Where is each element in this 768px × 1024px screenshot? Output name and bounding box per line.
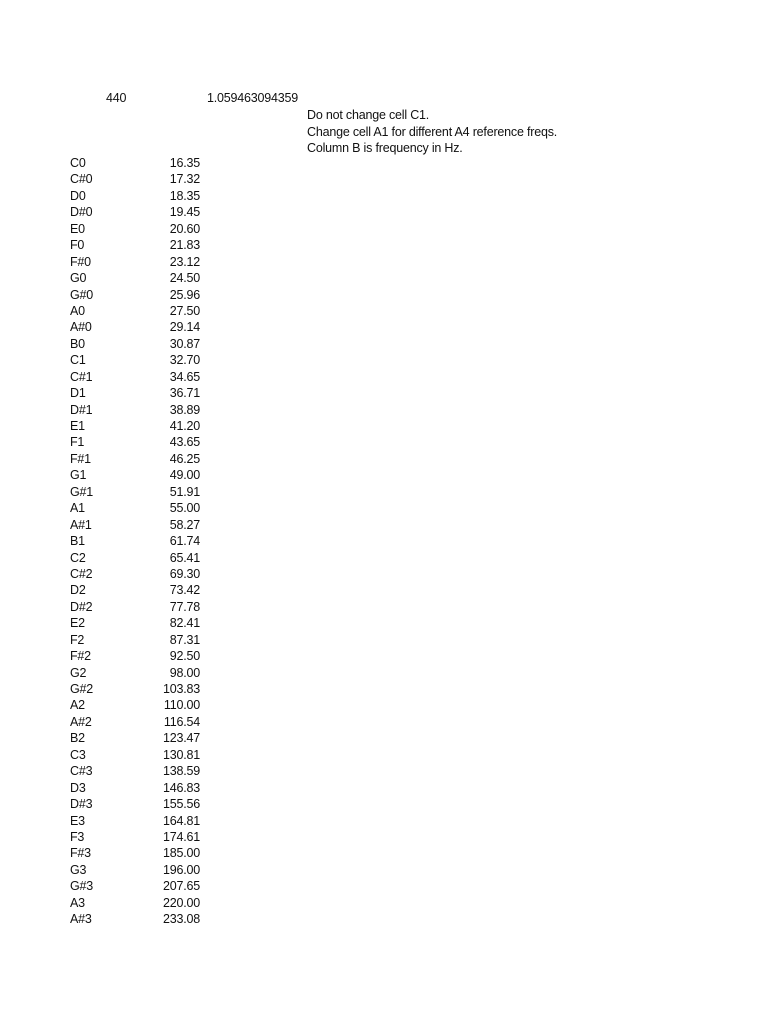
note-name-cell[interactable]: G#3 [70,879,94,894]
frequency-cell[interactable]: 61.74 [169,534,200,549]
note-name-cell[interactable]: B0 [70,336,85,351]
instruction-line: Column B is frequency in Hz. [307,141,463,155]
frequency-cell[interactable]: 155.56 [162,797,200,812]
note-name-cell[interactable]: A3 [70,895,85,910]
frequency-cell[interactable]: 29.14 [169,320,200,335]
frequency-cell[interactable]: 41.20 [169,419,200,433]
frequency-cell[interactable]: 123.47 [162,731,200,746]
note-name-cell[interactable]: F0 [70,238,85,253]
note-name-cell[interactable]: C#0 [70,172,93,187]
note-name-cell[interactable]: G3 [70,862,87,877]
frequency-cell[interactable]: 146.83 [162,780,200,795]
frequency-cell[interactable]: 196.00 [162,862,200,877]
note-frequency-table [70,155,210,928]
table-row [70,517,210,533]
frequency-cell[interactable]: 77.78 [169,599,200,614]
note-name-cell[interactable]: F#1 [70,451,91,466]
frequency-cell[interactable]: 25.96 [169,287,200,302]
instruction-line: Do not change cell C1. [307,108,430,122]
table-row [70,155,210,171]
note-name-cell[interactable]: C#3 [70,764,93,779]
frequency-cell[interactable]: 43.65 [169,435,200,450]
note-name-cell[interactable]: G2 [70,665,87,680]
frequency-cell[interactable]: 92.50 [169,649,200,664]
frequency-cell[interactable]: 220.00 [162,895,200,910]
frequency-cell[interactable]: 116.54 [163,714,200,729]
table-row [70,648,210,664]
table-row [70,878,210,894]
note-name-cell[interactable]: C3 [70,747,86,762]
note-name-cell[interactable]: D1 [70,386,86,401]
frequency-cell[interactable]: 138.59 [162,764,200,779]
table-row [70,697,210,713]
frequency-cell[interactable]: 65.41 [169,550,200,565]
frequency-cell[interactable]: 20.60 [169,221,200,236]
note-name-cell[interactable]: D3 [70,780,86,795]
table-row [70,681,210,697]
note-name-cell[interactable]: G#0 [70,287,94,302]
frequency-cell[interactable]: 55.00 [169,501,200,516]
note-name-cell[interactable]: A#3 [70,912,92,927]
note-name-cell[interactable]: D0 [70,188,86,203]
frequency-cell[interactable]: 58.27 [169,517,200,532]
note-name-cell[interactable]: D#2 [70,599,93,614]
frequency-cell[interactable]: 21.83 [169,238,200,253]
frequency-cell[interactable]: 36.71 [169,386,200,401]
note-name-cell[interactable]: B1 [70,534,85,549]
instructions-list [307,107,557,157]
frequency-cell[interactable]: 23.12 [169,254,200,269]
note-name-cell[interactable]: A#1 [70,517,92,532]
table-row [70,204,210,220]
table-row [70,533,210,549]
table-row [70,467,210,483]
note-name-cell[interactable]: A#0 [70,320,92,335]
frequency-cell[interactable]: 30.87 [169,336,200,351]
table-row [70,747,210,763]
note-name-cell[interactable]: G0 [70,271,87,286]
table-row [70,171,210,187]
table-row [70,632,210,648]
table-row [70,402,210,418]
table-row [70,287,210,303]
table-row [70,566,210,582]
table-row [70,434,210,450]
table-row [70,369,210,385]
note-name-cell[interactable]: C0 [70,156,86,170]
frequency-cell[interactable]: 24.50 [169,271,200,286]
table-row [70,895,210,911]
note-name-cell[interactable]: D2 [70,583,86,598]
frequency-cell[interactable]: 73.42 [169,583,200,598]
table-row [70,730,210,746]
table-row [70,237,210,253]
frequency-cell[interactable]: 34.65 [169,369,200,384]
table-row [70,763,210,779]
table-row [70,813,210,829]
table-row [70,254,210,270]
frequency-cell[interactable]: 110.00 [163,698,200,713]
table-row [70,911,210,927]
table-row [70,500,210,516]
table-row [70,188,210,204]
note-name-cell[interactable]: G#1 [70,484,94,499]
note-name-cell[interactable]: C#1 [70,369,93,384]
table-row [70,303,210,319]
note-name-cell[interactable]: D#1 [70,402,93,417]
note-name-cell[interactable]: F1 [70,435,85,450]
frequency-cell[interactable]: 18.35 [169,188,200,203]
frequency-cell[interactable]: 19.45 [169,205,200,220]
table-row [70,582,210,598]
frequency-cell[interactable]: 49.00 [169,468,200,483]
frequency-cell[interactable]: 16.35 [169,156,200,170]
frequency-cell[interactable]: 17.32 [169,172,200,187]
note-name-cell[interactable]: E0 [70,221,85,236]
table-row [70,780,210,796]
note-name-cell[interactable]: F#0 [70,254,91,269]
table-row [70,418,210,434]
frequency-cell[interactable]: 185.00 [162,846,200,861]
frequency-cell[interactable]: 82.41 [169,616,200,631]
table-row [70,599,210,615]
table-row [70,550,210,566]
note-name-cell[interactable]: A1 [70,501,85,516]
table-row [70,796,210,812]
note-name-cell[interactable]: A2 [70,698,85,713]
table-row [70,665,210,681]
note-name-cell[interactable]: E2 [70,616,85,631]
table-row [70,484,210,500]
table-row [70,714,210,730]
note-name-cell[interactable]: A0 [70,303,85,318]
frequency-cell[interactable]: 27.50 [169,303,200,318]
note-name-cell[interactable]: E1 [70,419,85,433]
note-name-cell[interactable]: F2 [70,632,85,647]
frequency-cell[interactable]: 98.00 [169,665,200,680]
note-name-cell[interactable]: B2 [70,731,85,746]
frequency-cell[interactable]: 69.30 [169,566,200,581]
note-name-cell[interactable]: F#2 [70,649,91,664]
table-row [70,451,210,467]
table-row [70,352,210,368]
reference-frequency-cell[interactable]: 440 [106,91,127,105]
frequency-cell[interactable]: 87.31 [169,632,200,647]
note-name-cell[interactable]: C2 [70,550,86,565]
frequency-cell[interactable]: 38.89 [169,402,200,417]
note-name-cell[interactable]: D#0 [70,205,93,220]
note-name-cell[interactable]: D#3 [70,797,93,812]
note-name-cell[interactable]: F#3 [70,846,91,861]
semitone-ratio-cell[interactable]: 1.059463094359 [207,91,299,105]
instruction-line: Change cell A1 for different A4 reference freqs. [307,124,558,139]
frequency-cell[interactable]: 51.91 [169,484,200,499]
frequency-cell[interactable]: 32.70 [169,353,200,368]
table-row [70,319,210,335]
note-name-cell[interactable]: C#2 [70,566,93,581]
table-row [70,270,210,286]
frequency-cell[interactable]: 103.83 [162,682,200,696]
note-name-cell[interactable]: G#2 [70,682,94,696]
note-name-cell[interactable]: C1 [70,353,86,368]
frequency-cell[interactable]: 164.81 [162,813,200,828]
table-row [70,862,210,878]
table-row [70,829,210,845]
table-row [70,615,210,631]
frequency-cell[interactable]: 130.81 [162,747,200,762]
frequency-cell[interactable]: 207.65 [162,879,200,894]
table-row [70,385,210,401]
table-row [70,845,210,861]
table-row [70,336,210,352]
frequency-cell[interactable]: 46.25 [169,451,200,466]
note-name-cell[interactable]: A#2 [70,714,92,729]
frequency-cell[interactable]: 233.08 [162,912,200,927]
note-name-cell[interactable]: F3 [70,829,85,844]
frequency-cell[interactable]: 174.61 [162,829,200,844]
table-row [70,221,210,237]
note-name-cell[interactable]: E3 [70,813,85,828]
note-name-cell[interactable]: G1 [70,468,87,483]
